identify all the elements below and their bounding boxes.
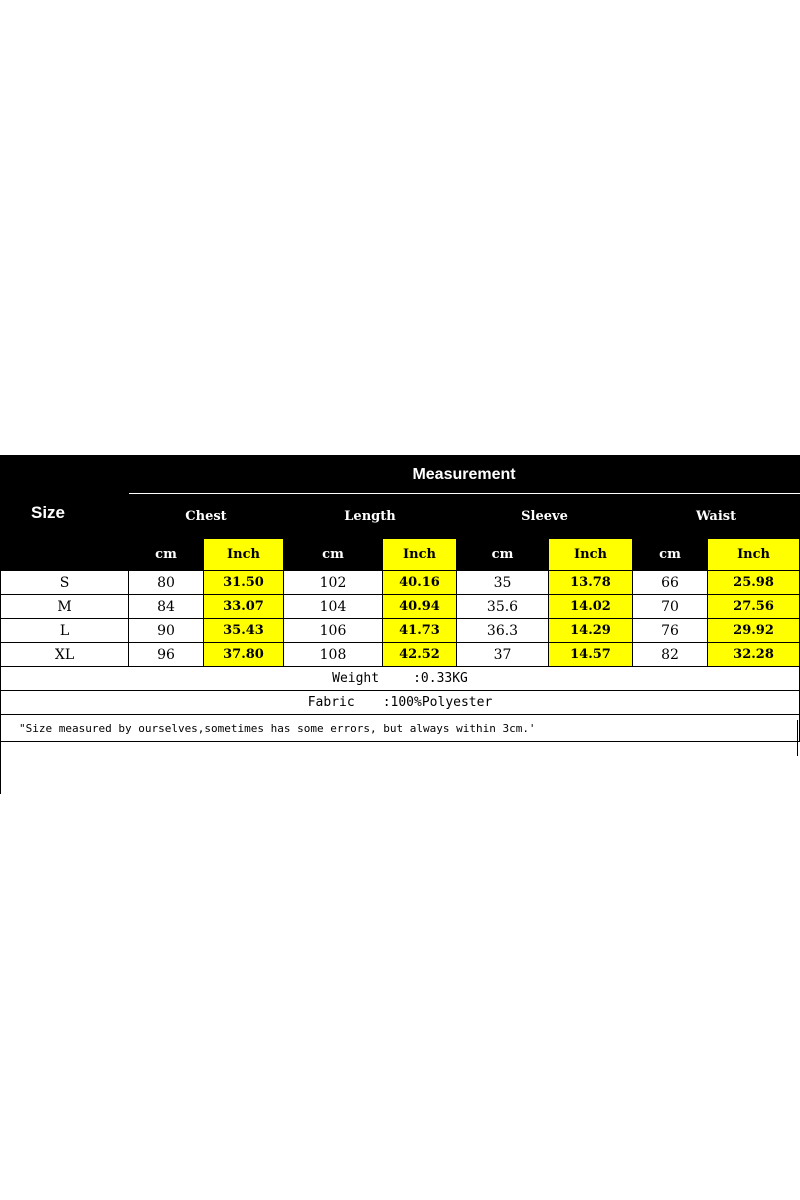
length-inch-cell: 41.73 [383,619,457,643]
length-cm-header: cm [284,539,383,571]
waist-inch-cell: 32.28 [708,643,800,667]
chest-cm-cell: 80 [129,571,204,595]
length-cm-cell: 106 [284,619,383,643]
length-inch-cell: 40.16 [383,571,457,595]
sleeve-inch-cell: 14.57 [549,643,633,667]
measurement-header: Measurement [129,456,800,494]
length-cm-cell: 102 [284,571,383,595]
length-inch-header: Inch [383,539,457,571]
chest-cm-cell: 96 [129,643,204,667]
size-cell: XL [1,643,129,667]
right-border-line [797,720,798,756]
sleeve-cm-cell: 36.3 [457,619,549,643]
length-cm-cell: 104 [284,595,383,619]
waist-inch-cell: 25.98 [708,571,800,595]
fabric-cell [1,691,800,715]
fabric-label: Fabric [307,695,355,710]
weight-row [1,667,800,691]
length-header: Length [284,494,457,539]
waist-cm-cell: 76 [633,619,708,643]
weight-cell [1,667,800,691]
header-row-1 [1,456,800,494]
waist-inch-cell: 27.56 [708,595,800,619]
sleeve-inch-cell: 14.29 [549,619,633,643]
waist-cm-header: cm [633,539,708,571]
chest-header: Chest [129,494,284,539]
sleeve-cm-header: cm [457,539,549,571]
waist-inch-header: Inch [708,539,800,571]
chest-inch-cell: 35.43 [204,619,284,643]
size-header: Size [1,456,129,571]
sleeve-cm-cell: 35.6 [457,595,549,619]
chest-inch-cell: 33.07 [204,595,284,619]
length-inch-cell: 42.52 [383,643,457,667]
fabric-row [1,691,800,715]
length-inch-cell: 40.94 [383,595,457,619]
chest-inch-cell: 37.80 [204,643,284,667]
table-row [1,643,800,667]
weight-label: Weight [332,671,380,686]
weight-value: :0.33KG [413,671,468,686]
table-row [1,571,800,595]
fabric-value: :100%Polyester [382,695,493,710]
waist-cm-cell: 82 [633,643,708,667]
sleeve-inch-cell: 13.78 [549,571,633,595]
size-cell: L [1,619,129,643]
size-cell: S [1,571,129,595]
waist-inch-cell: 29.92 [708,619,800,643]
size-cell: M [1,595,129,619]
chest-inch-cell: 31.50 [204,571,284,595]
sleeve-cm-cell: 37 [457,643,549,667]
table-row [1,595,800,619]
left-border-line [0,720,1,794]
table-row [1,619,800,643]
sleeve-inch-cell: 14.02 [549,595,633,619]
length-cm-cell: 108 [284,643,383,667]
chest-inch-header: Inch [204,539,284,571]
sleeve-cm-cell: 35 [457,571,549,595]
waist-cm-cell: 70 [633,595,708,619]
sleeve-inch-header: Inch [549,539,633,571]
sleeve-header: Sleeve [457,494,633,539]
chest-cm-header: cm [129,539,204,571]
note-row [1,715,800,742]
chest-cm-cell: 90 [129,619,204,643]
size-note: "Size measured by ourselves,sometimes has some errors, but always within 3cm.' [1,715,800,742]
chest-cm-cell: 84 [129,595,204,619]
waist-header: Waist [633,494,800,539]
waist-cm-cell: 66 [633,571,708,595]
size-chart-table [0,455,800,742]
